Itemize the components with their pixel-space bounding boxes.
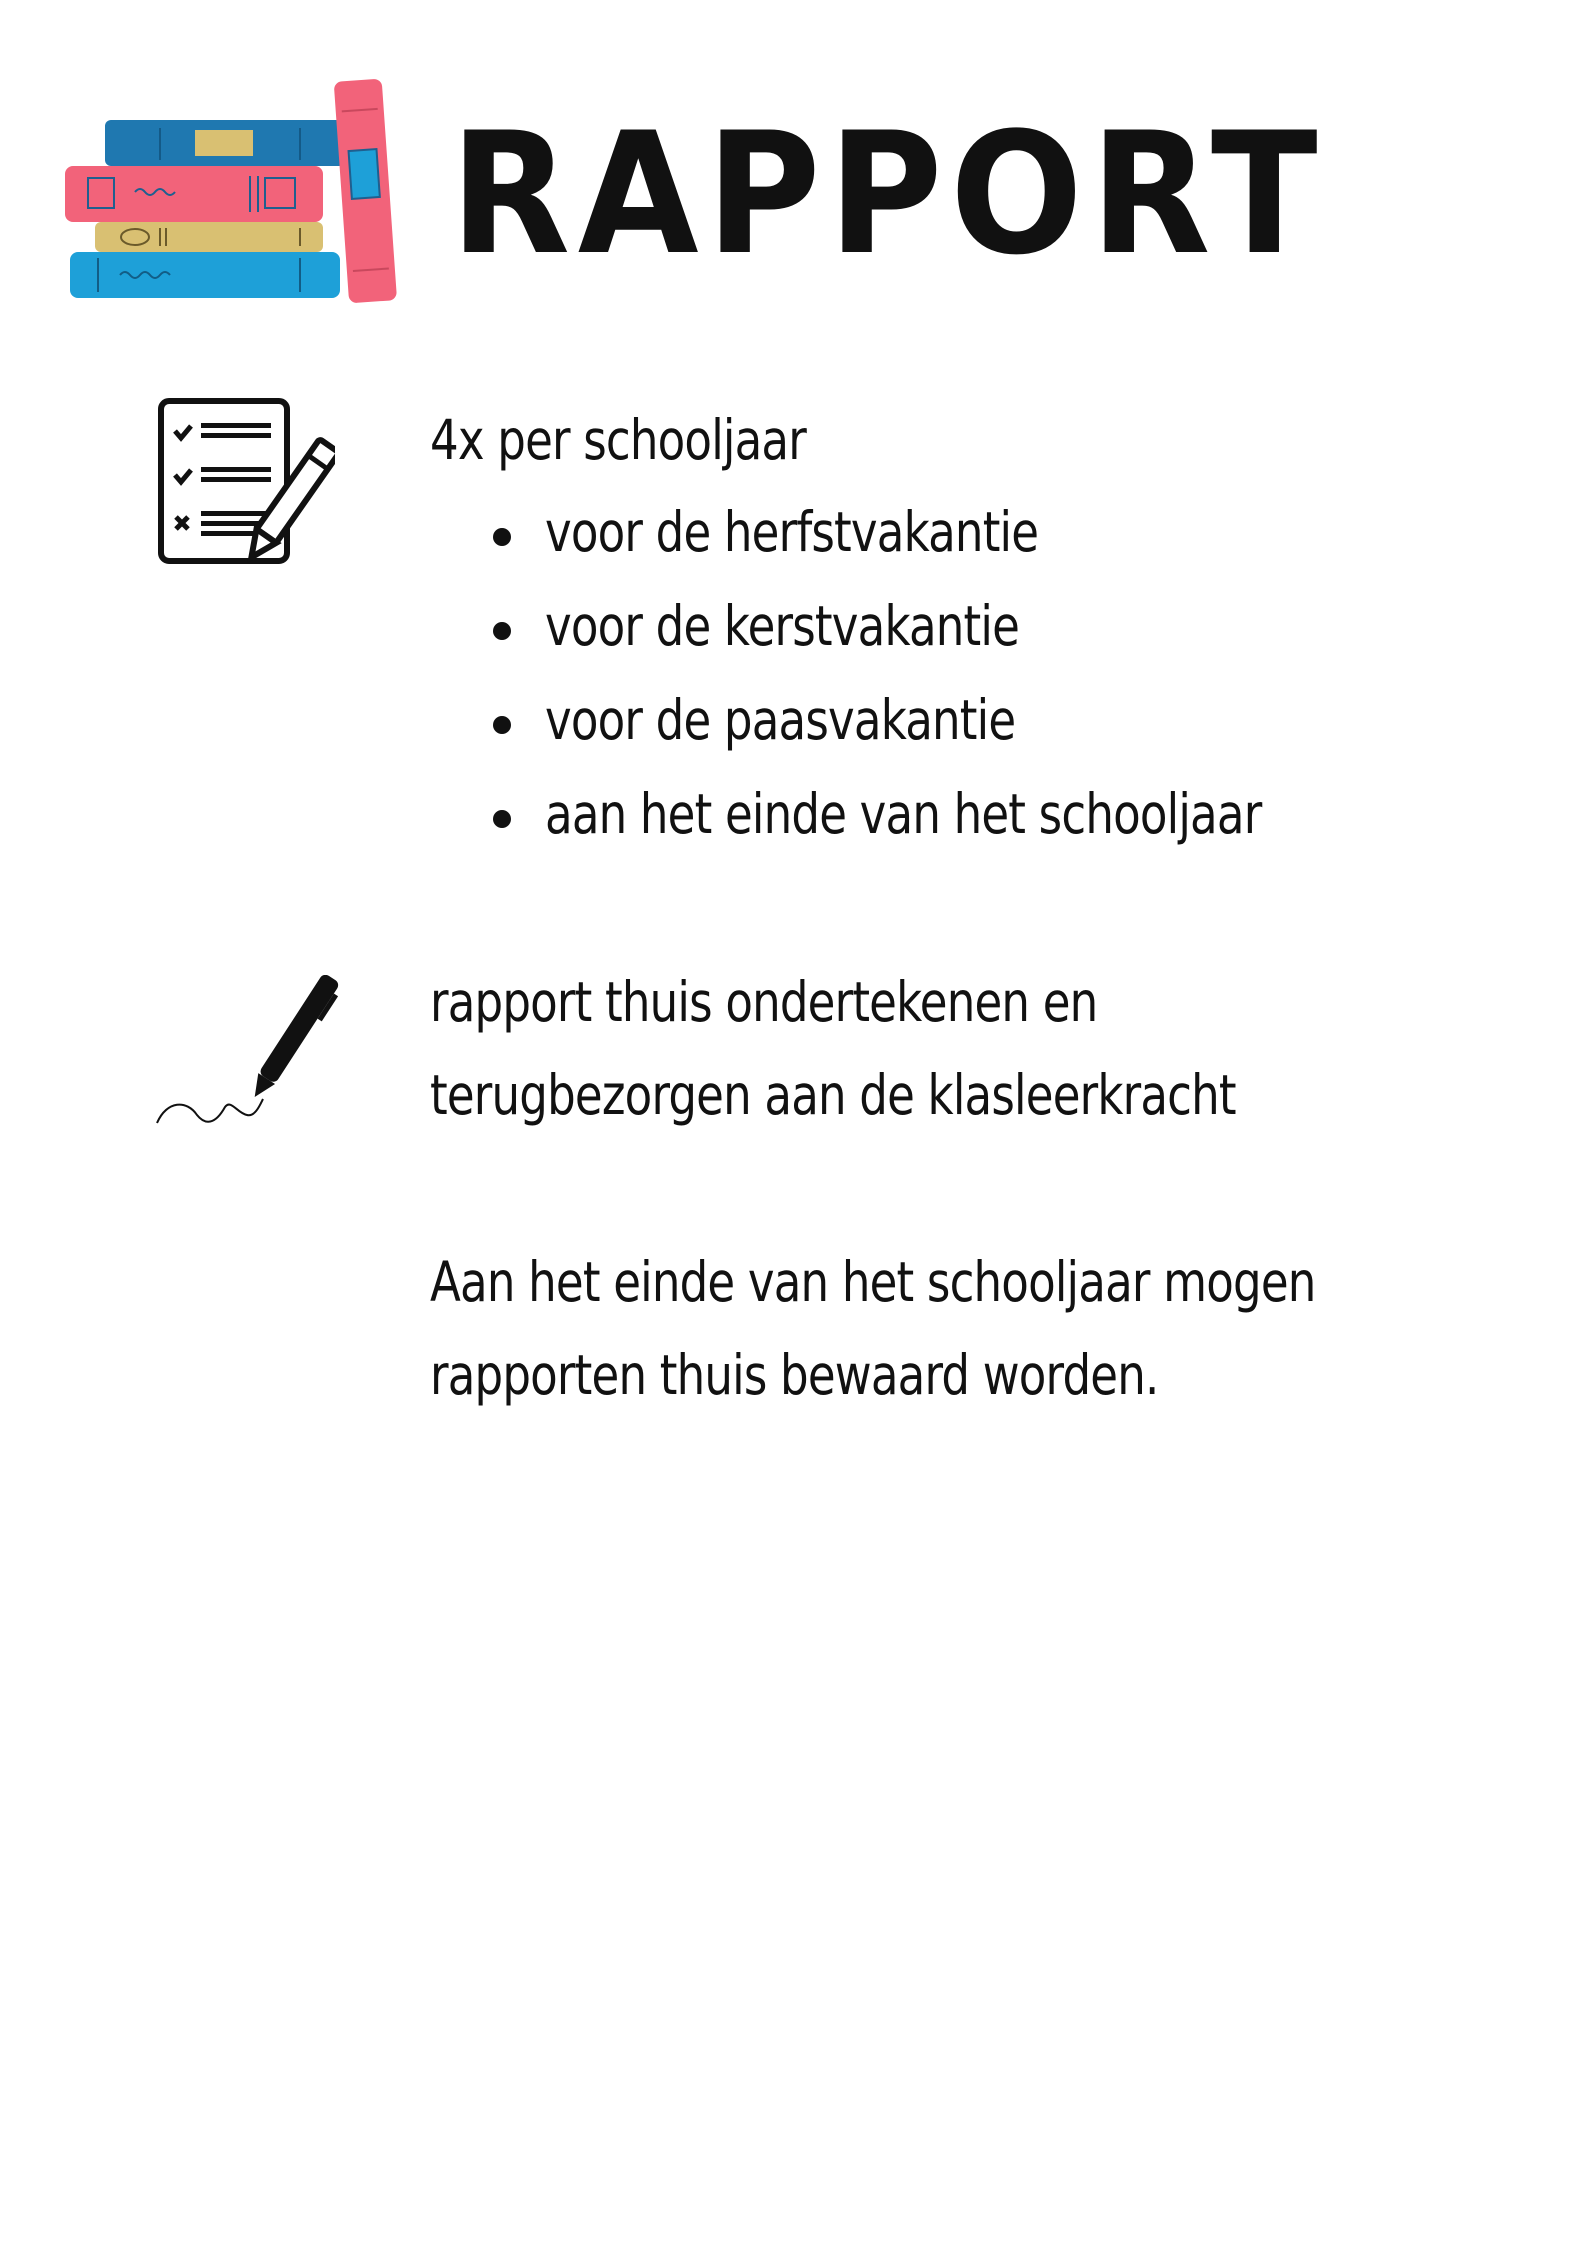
keeping-text-line-1: Aan het einde van het schooljaar mogen xyxy=(430,1250,1316,1314)
pen-signature-icon xyxy=(155,975,340,1130)
signing-text-line-2: terugbezorgen aan de klasleerkracht xyxy=(430,1063,1236,1127)
list-item-text: aan het einde van het schooljaar xyxy=(545,782,1262,846)
signing-text-line-1: rapport thuis ondertekenen en xyxy=(430,970,1098,1034)
page-header xyxy=(60,70,1326,320)
bullet-icon xyxy=(493,810,511,828)
page-title: RAPPORT xyxy=(450,96,1326,292)
schedule-intro: 4x per schooljaar xyxy=(430,408,806,472)
bullet-icon xyxy=(493,622,511,640)
books-stack-icon xyxy=(60,70,440,310)
keeping-text-line-2: rapporten thuis bewaard worden. xyxy=(430,1343,1159,1407)
bullet-icon xyxy=(493,716,511,734)
checklist-pencil-icon xyxy=(155,395,335,575)
list-item-text: voor de paasvakantie xyxy=(545,688,1016,752)
list-item-text: voor de kerstvakantie xyxy=(545,594,1020,658)
list-item-text: voor de herfstvakantie xyxy=(545,500,1039,564)
bullet-icon xyxy=(493,528,511,546)
